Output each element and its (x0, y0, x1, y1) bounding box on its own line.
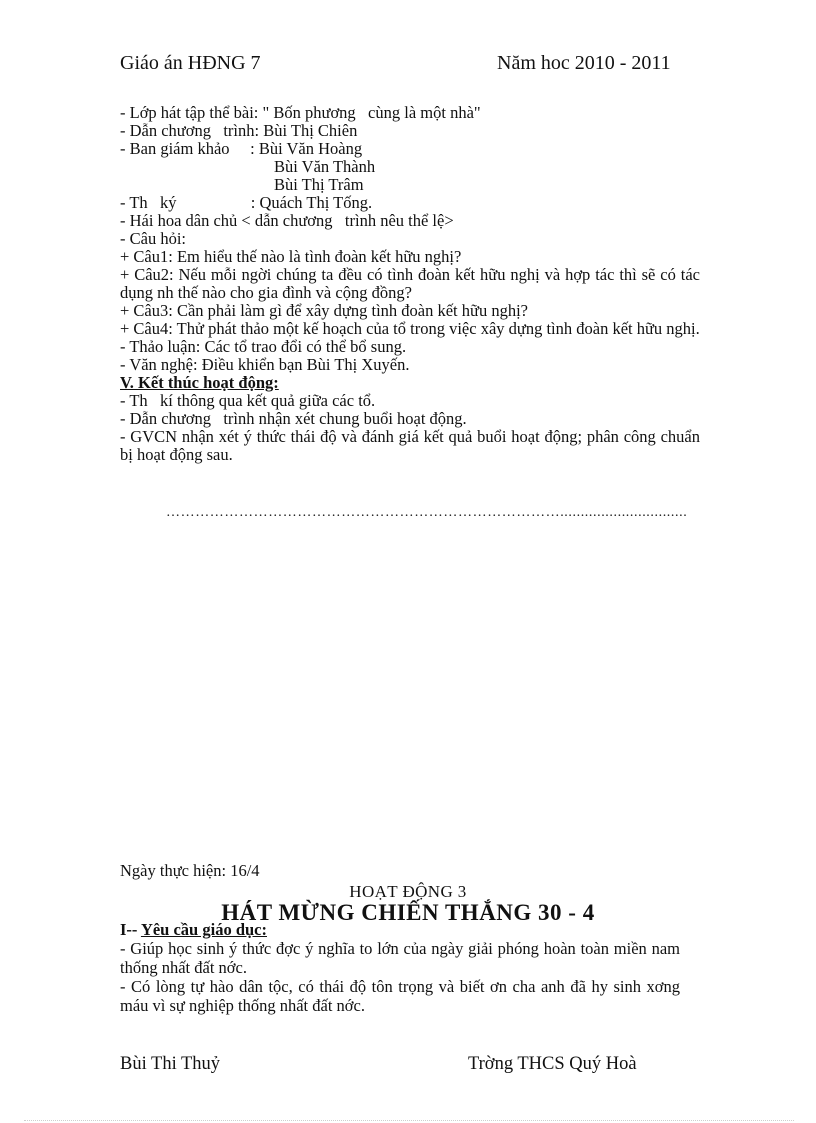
activity-date: Ngày thực hiện: 16/4 (120, 861, 260, 880)
body-line: - Văn nghệ: Điều khiển bạn Bùi Thị Xuyến. (120, 355, 410, 374)
question-line: + Câu3: Cần phải làm gì để xây dựng tình đoàn kết hữu nghị? (120, 301, 528, 320)
page-bottom-edge (24, 1120, 794, 1121)
requirements-heading-prefix: I-- (120, 920, 141, 939)
body-line: - Th ký : Quách Thị Tống. (120, 193, 373, 212)
section-v-line: - GVCN nhận xét ý thức thái độ và đánh giá kết quả buổi hoạt động; phân công chuẩn bị hoạt động sau. (120, 427, 700, 464)
requirements-heading-text: Yêu cầu giáo dục: (140, 920, 267, 939)
question-line: + Câu1: Em hiểu thế nào là tình đoàn kết hữu nghị? (120, 247, 462, 266)
activity-label: HOẠT ĐỘNG 3 (349, 882, 467, 901)
section-v-heading: V. Kết thúc hoạt động: (120, 373, 279, 392)
body-line: - Dẫn chương trình: Bùi Thị Chiên (120, 121, 358, 140)
requirements-section (120, 920, 680, 1015)
question-line: + Câu4: Thử phát thảo một kế hoạch của tổ trong việc xây dựng tình đoàn kết hữu nghị. (120, 319, 700, 338)
footer-school: Trờng THCS Quý Hoà (468, 1054, 637, 1074)
body-line: Bùi Thị Trâm (274, 175, 364, 194)
question-line: + Câu2: Nếu mỗi ngời chúng ta đều có tình đoàn kết hữu nghị và hợp tác thì sẽ có tác dụng nh thế nào cho gia đình và cộng đồng? (120, 265, 700, 302)
body-line: - Thảo luận: Các tổ trao đổi có thể bổ sung. (120, 337, 407, 356)
body-line: - Câu hỏi: (120, 229, 186, 248)
body-line: - Ban giám khảo : Bùi Văn Hoàng (120, 139, 363, 158)
header-school-year: Năm hoc 2010 - 2011 (497, 52, 671, 74)
body-line: - Hái hoa dân chủ < dẫn chương trình nêu thể lệ> (120, 211, 454, 230)
body-line: Bùi Văn Thành (274, 157, 376, 176)
requirement-item: - Giúp học sinh ý thức đợc ý nghĩa to lớn của ngày giải phóng hoàn toàn miền nam thống nhất đất nớc. (120, 939, 680, 977)
dotted-separator: ………………………………………………………………………............................... (166, 505, 688, 520)
requirements-heading (120, 920, 680, 939)
activity-title: HÁT MỪNG CHIẾN THẮNG 30 - 4 (221, 900, 595, 925)
requirement-item: - Có lòng tự hào dân tộc, có thái độ tôn trọng và biết ơn cha anh đã hy sinh xơng máu vì sự nghiệp thống nhất đất nớc. (120, 977, 680, 1015)
section-v-line: - Th kí thông qua kết quả giữa các tổ. (120, 391, 376, 410)
footer-author: Bùi Thi Thuỷ (120, 1054, 221, 1074)
section-v-line: - Dẫn chương trình nhận xét chung buổi hoạt động. (120, 409, 467, 428)
body-line: - Lớp hát tập thể bài: " Bốn phương cùng là một nhà" (120, 103, 481, 122)
header-subject: Giáo án HĐNG 7 (120, 52, 261, 74)
activity-body (120, 104, 700, 464)
